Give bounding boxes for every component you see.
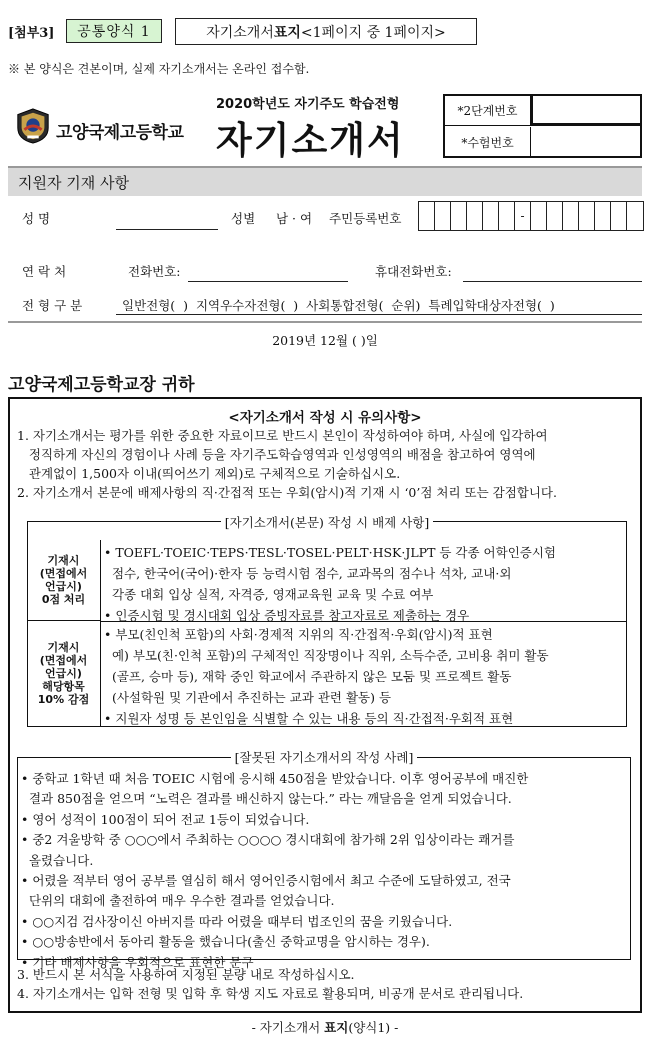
admission-year-line: 2020학년도 자기주도 학습전형 bbox=[216, 97, 400, 112]
exclusion-line: • 부모(친인척 포함)의 사회·경제적 지위의 직·간접적·우회(암시)적 표현 bbox=[104, 627, 493, 642]
id-number-table bbox=[443, 94, 642, 158]
exclusion-line: • 인증시험 및 경시대회 입상 증빙자료를 참고자료로 제출하는 경우 bbox=[104, 608, 470, 623]
rrn-field[interactable] bbox=[418, 201, 644, 231]
zero-point-label bbox=[27, 540, 101, 621]
page-title: 자기소개서 bbox=[216, 119, 405, 162]
ten-percent-label-line: 10% 감점 bbox=[37, 693, 90, 706]
wrong-example-line: • ○○지검 검사장이신 아버지를 따라 어렸을 때부터 법조인의 꿈을 키웠습니다. bbox=[21, 913, 453, 929]
mobile-field[interactable] bbox=[463, 281, 642, 282]
phone-label: 전화번호: bbox=[128, 264, 181, 279]
applicant-section-header: 지원자 기재 사항 bbox=[8, 166, 642, 196]
stage2-number-label: *2단계번호 bbox=[445, 96, 531, 125]
exclusion-line: • 지원자 성명 등 본인임을 식별할 수 있는 내용 등의 직·간접적·우회적 표현 bbox=[104, 711, 514, 726]
page-bold: 표지 bbox=[273, 24, 301, 41]
gender-options[interactable]: 남 · 여 bbox=[276, 211, 313, 226]
wrong-examples-title bbox=[17, 748, 631, 766]
caution-1-line: 관계없이 1,500자 이내(띄어쓰기 제외)로 구체적으로 기술하십시오. bbox=[17, 466, 401, 481]
exam-number-field[interactable] bbox=[531, 127, 640, 157]
caution-1-line: 1. 자기소개서는 평가를 위한 중요한 자료이므로 반드시 본인이 작성하여야 하며, 사실에 입각하여 bbox=[17, 428, 548, 443]
ten-percent-label bbox=[27, 621, 101, 726]
footer-prefix: - 자기소개서 bbox=[251, 1020, 325, 1035]
exclusions-divider bbox=[101, 621, 627, 622]
rrn-dash: - bbox=[515, 202, 531, 230]
ten-percent-label-line: 해당항목 bbox=[42, 680, 85, 693]
zero-point-label-line: (면접에서 bbox=[39, 567, 88, 580]
sample-notice: ※ 본 양식은 견본이며, 실제 자기소개서는 온라인 접수함. bbox=[8, 62, 310, 76]
wrong-examples-title-text: [잘못된 자기소개서의 작성 사례] bbox=[231, 750, 418, 765]
section-divider bbox=[8, 321, 642, 323]
name-field[interactable] bbox=[116, 229, 218, 230]
name-label: 성 명 bbox=[22, 211, 51, 226]
exam-number-row bbox=[445, 127, 640, 157]
exclusion-line: 예) 부모(친·인척 포함)의 구체적인 직장명이나 직위, 소득수준, 고비용 취미 활동 bbox=[104, 648, 549, 663]
final-item-3: 3. 반드시 본 서식을 사용하여 지정된 분량 내로 작성하십시오. bbox=[17, 967, 355, 982]
wrong-example-line: • 중2 겨울방학 중 ○○○에서 주최하는 ○○○○ 경시대회에 참가해 2위 입상이라는 쾌거를 bbox=[21, 832, 515, 848]
final-item-4: 4. 자기소개서는 입학 전형 및 입학 후 학생 지도 자료로 활용되며, 비공개 문서로 관리됩니다. bbox=[17, 986, 524, 1001]
school-emblem-icon bbox=[14, 107, 52, 145]
caution-item-1 bbox=[17, 426, 633, 483]
wrong-example-line: • 중학교 1학년 때 처음 TOEIC 시험에 응시해 450점을 받았습니다. 이후 영어공부에 매진한 bbox=[21, 771, 529, 786]
wrong-example-line: • 기타 배제사항을 우회적으로 표현한 문구 bbox=[21, 954, 254, 970]
page-indicator bbox=[175, 18, 477, 45]
wrong-example-line: 단위의 대회에 출전하여 매우 우수한 결과를 얻었습니다. bbox=[21, 893, 335, 909]
page-prefix: 자기소개서 bbox=[206, 24, 274, 41]
footer-suffix: (양식1) - bbox=[348, 1020, 399, 1035]
zero-point-items bbox=[104, 542, 624, 626]
cautions-title: <자기소개서 작성 시 유의사항> bbox=[228, 410, 422, 426]
wrong-example-line: • ○○방송반에서 동아리 활동을 했습니다(출신 중학교명을 암시하는 경우). bbox=[21, 934, 430, 950]
wrong-example-line: • 영어 성적이 100점이 되어 전교 1등이 되었습니다. bbox=[21, 811, 310, 827]
final-items bbox=[17, 965, 633, 1003]
zero-point-label-line: 언급시) bbox=[45, 580, 82, 593]
zero-point-label-line: 0점 처리 bbox=[41, 593, 86, 606]
caution-2-line: 2. 자기소개서 본문에 배제사항의 직·간접적 또는 우회(암시)적 기재 시 ‘0’점 처리 또는 감점합니다. bbox=[17, 485, 557, 500]
gender-label: 성별 bbox=[231, 211, 256, 226]
ten-percent-items bbox=[104, 624, 624, 729]
admission-type-underline bbox=[116, 314, 642, 315]
wrong-example-line: 올렸습니다. bbox=[21, 852, 94, 868]
form-badge: 공통양식 1 bbox=[66, 19, 162, 43]
wrong-examples-list bbox=[21, 769, 629, 973]
ten-percent-label-line: 기재시 bbox=[47, 641, 80, 654]
exclusion-line: (골프, 승마 등), 재학 중인 학교에서 주관하지 않은 모둠 및 프로젝트 활동 bbox=[104, 669, 512, 684]
contact-label: 연 락 처 bbox=[22, 264, 67, 279]
ten-percent-label-line: 언급시) bbox=[45, 667, 82, 680]
date-line: 2019년 12월 ( )일 bbox=[272, 333, 378, 348]
caution-item-2 bbox=[17, 483, 633, 502]
page-suffix: <1페이지 중 1페이지> bbox=[300, 24, 446, 41]
wrong-example-line: • 어렸을 적부터 영어 공부를 열심히 해서 영어인증시험에서 최고 수준에 도달하였고, 전국 bbox=[21, 873, 511, 889]
mobile-label: 휴대전화번호: bbox=[375, 264, 452, 279]
phone-field[interactable] bbox=[188, 281, 348, 282]
zero-point-label-line: 기재시 bbox=[47, 554, 80, 567]
rrn-label: 주민등록번호 bbox=[329, 211, 402, 226]
wrong-example-line: 결과 850점을 얻으며 “노력은 결과를 배신하지 않는다.” 라는 깨달음을 얻게 되었습니다. bbox=[21, 791, 512, 807]
exclusion-line: (사설학원 및 기관에서 추진하는 교과 관련 활동) 등 bbox=[104, 690, 392, 705]
admission-type-options[interactable]: 일반전형( ) 지역우수자전형( ) 사회통합전형( 순위) 특례입학대상자전형( ) bbox=[122, 298, 555, 313]
exclusion-line: • TOEFL·TOEIC·TEPS·TESL·TOSEL·PELT·HSK·JLPT 등 각종 어학인증시험 bbox=[104, 545, 557, 560]
stage2-number-field[interactable] bbox=[531, 94, 642, 125]
page-footer bbox=[0, 1018, 650, 1036]
ten-percent-label-line: (면접에서 bbox=[39, 654, 88, 667]
addressee: 고양국제고등학교장 귀하 bbox=[8, 375, 195, 395]
exclusion-line: 각종 대회 입상 실적, 자격증, 영재교육원 교육 및 수료 여부 bbox=[104, 587, 434, 602]
school-name: 고양국제고등학교 bbox=[56, 123, 184, 143]
exam-number-label: *수험번호 bbox=[445, 127, 531, 157]
attachment-label: [첨부3] bbox=[8, 26, 55, 41]
footer-bold: 표지 bbox=[324, 1020, 349, 1035]
admission-type-label: 전 형 구 분 bbox=[22, 298, 83, 313]
exclusions-title-text: [자기소개서(본문) 작성 시 배제 사항] bbox=[221, 515, 433, 530]
caution-1-line: 정직하게 자신의 경험이나 사례 등을 자기주도학습영역과 인성영역의 배점을 참고하여 영역에 bbox=[17, 447, 536, 462]
exclusions-title bbox=[27, 513, 627, 531]
stage2-number-row bbox=[445, 96, 640, 126]
exclusion-line: 점수, 한국어(국어)·한자 등 능력시험 점수, 교과목의 점수나 석차, 교내·외 bbox=[104, 566, 512, 581]
